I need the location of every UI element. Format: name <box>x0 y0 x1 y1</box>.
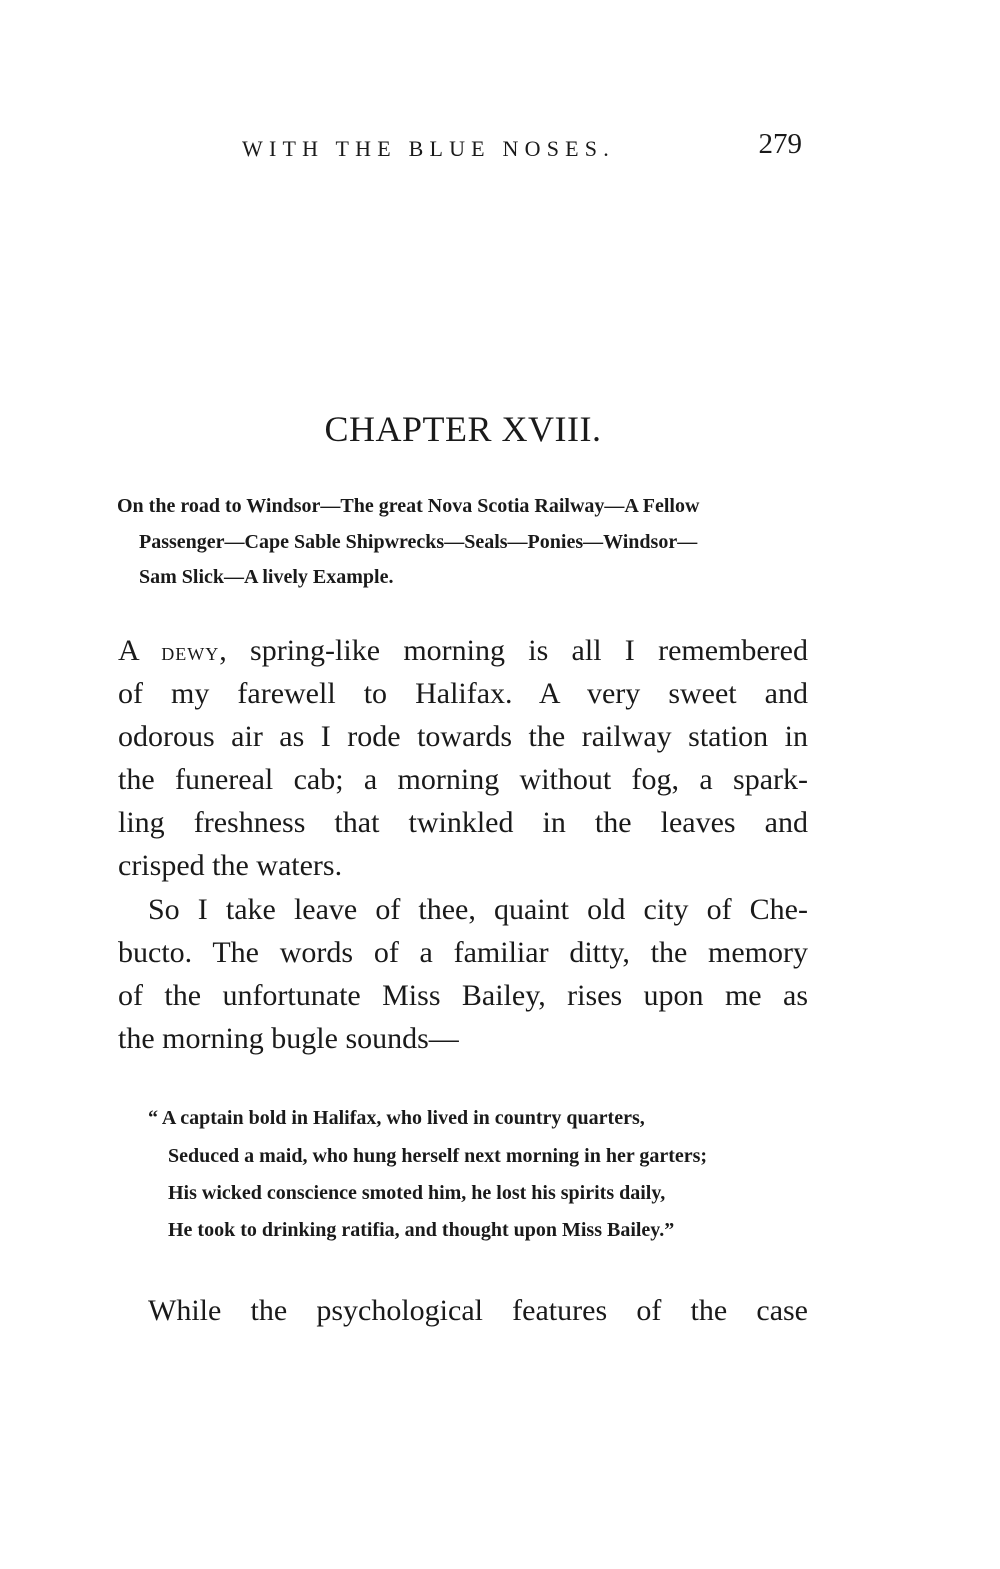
line-rest: , spring-like morning is all I remembered <box>219 634 808 667</box>
verse-line: Seduced a maid, who hung herself next morning in her garters; <box>168 1145 708 1167</box>
paragraph-line: ling freshness that twinkled in the leaves and <box>118 806 808 839</box>
paragraph-line: the morning bugle sounds— <box>118 1022 459 1055</box>
paragraph-line: of my farewell to Halifax. A very sweet and <box>118 677 808 710</box>
paragraph-line: While the psychological features of the case <box>148 1294 808 1327</box>
paragraph-line: crisped the waters. <box>118 849 343 882</box>
paragraph-line <box>118 636 808 666</box>
paragraph-line: bucto. The words of a familiar ditty, the memory <box>118 936 808 969</box>
paragraph-line: So I take leave of thee, quaint old city of Che- <box>148 893 808 926</box>
synopsis-line: Sam Slick—A lively Example. <box>139 566 394 588</box>
paragraph-line: odorous air as I rode towards the railway station in <box>118 720 808 753</box>
paragraph-line: the funereal cab; a morning without fog, a spark- <box>118 763 808 796</box>
verse-line: “ A captain bold in Halifax, who lived in country quarters, <box>148 1107 645 1129</box>
running-head <box>118 128 808 168</box>
synopsis-line: Passenger—Cape Sable Shipwrecks—Seals—Ponies—Windsor— <box>139 531 698 553</box>
small-caps-word: dewy <box>161 637 220 666</box>
chapter-heading: CHAPTER XVIII. <box>324 409 602 449</box>
verse-line: His wicked conscience smoted him, he lost his spirits daily, <box>168 1182 666 1204</box>
synopsis-line: On the road to Windsor—The great Nova Scotia Railway—A Fellow <box>117 495 700 517</box>
drop-word: A <box>118 634 139 667</box>
running-title: WITH THE BLUE NOSES. <box>242 136 615 161</box>
verse-line: He took to drinking ratifia, and thought upon Miss Bailey.” <box>168 1219 675 1241</box>
paragraph-line: of the unfortunate Miss Bailey, rises upon me as <box>118 979 808 1012</box>
page-number: 279 <box>758 128 802 160</box>
